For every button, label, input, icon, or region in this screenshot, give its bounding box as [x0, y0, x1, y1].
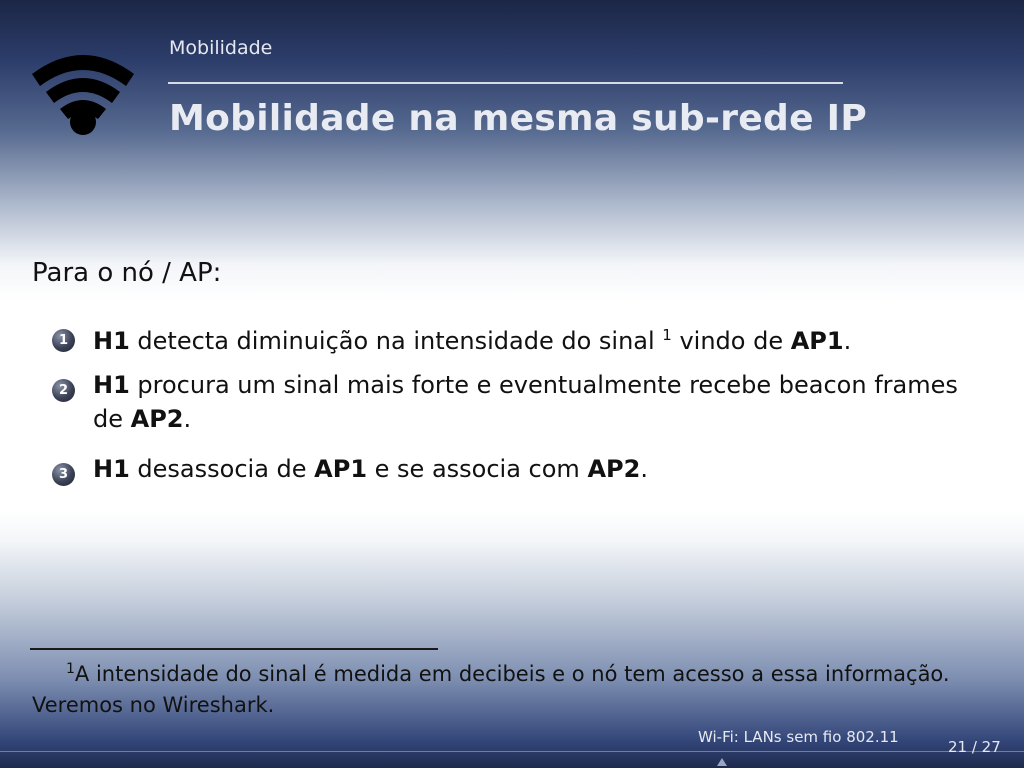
number-bullet: 2 — [52, 379, 75, 402]
nav-arrow-icon[interactable] — [717, 758, 727, 766]
item-subject: H1 — [93, 455, 130, 483]
wifi-icon — [30, 46, 136, 136]
number-bullet: 1 — [52, 329, 75, 352]
item-fragment: vindo de — [671, 327, 791, 355]
item-fragment: . — [183, 405, 192, 433]
footer-title: Wi-Fi: LANs sem fio 802.11 — [698, 728, 899, 746]
item-fragment: . — [843, 327, 852, 355]
title-divider — [168, 82, 843, 84]
item-fragment: desassocia de — [129, 455, 315, 483]
item-fragment: detecta diminuição na intensidade do sinal — [129, 327, 663, 355]
slide-title: Mobilidade na mesma sub-rede IP — [169, 98, 868, 139]
item-ap: AP2 — [587, 455, 641, 483]
page-number: 21 / 27 — [948, 738, 1001, 756]
number-bullet: 3 — [52, 463, 75, 486]
footnote — [32, 654, 992, 721]
item-fragment: procura um sinal mais forte e eventualmente recebe beacon frames de — [93, 371, 958, 433]
item-ap: AP2 — [130, 405, 184, 433]
section-title: Mobilidade — [169, 37, 273, 59]
item-ap: AP1 — [790, 327, 844, 355]
item-subject: H1 — [93, 371, 130, 399]
item-subject: H1 — [93, 327, 130, 355]
footnote-divider — [30, 648, 438, 650]
footnote-reference: 1 — [662, 326, 672, 344]
footnote-text: A intensidade do sinal é medida em decibeis e o nó tem acesso a essa informação. Veremos no Wireshark. — [32, 662, 950, 717]
item-text — [93, 318, 973, 358]
item-ap: AP1 — [314, 455, 368, 483]
footnote-mark: 1 — [66, 661, 75, 677]
item-text — [93, 368, 973, 436]
item-fragment: . — [640, 455, 648, 483]
item-text — [93, 452, 973, 486]
intro-text: Para o nó / AP: — [32, 258, 222, 288]
item-fragment: e se associa com — [367, 455, 588, 483]
footer-divider — [0, 751, 1024, 752]
